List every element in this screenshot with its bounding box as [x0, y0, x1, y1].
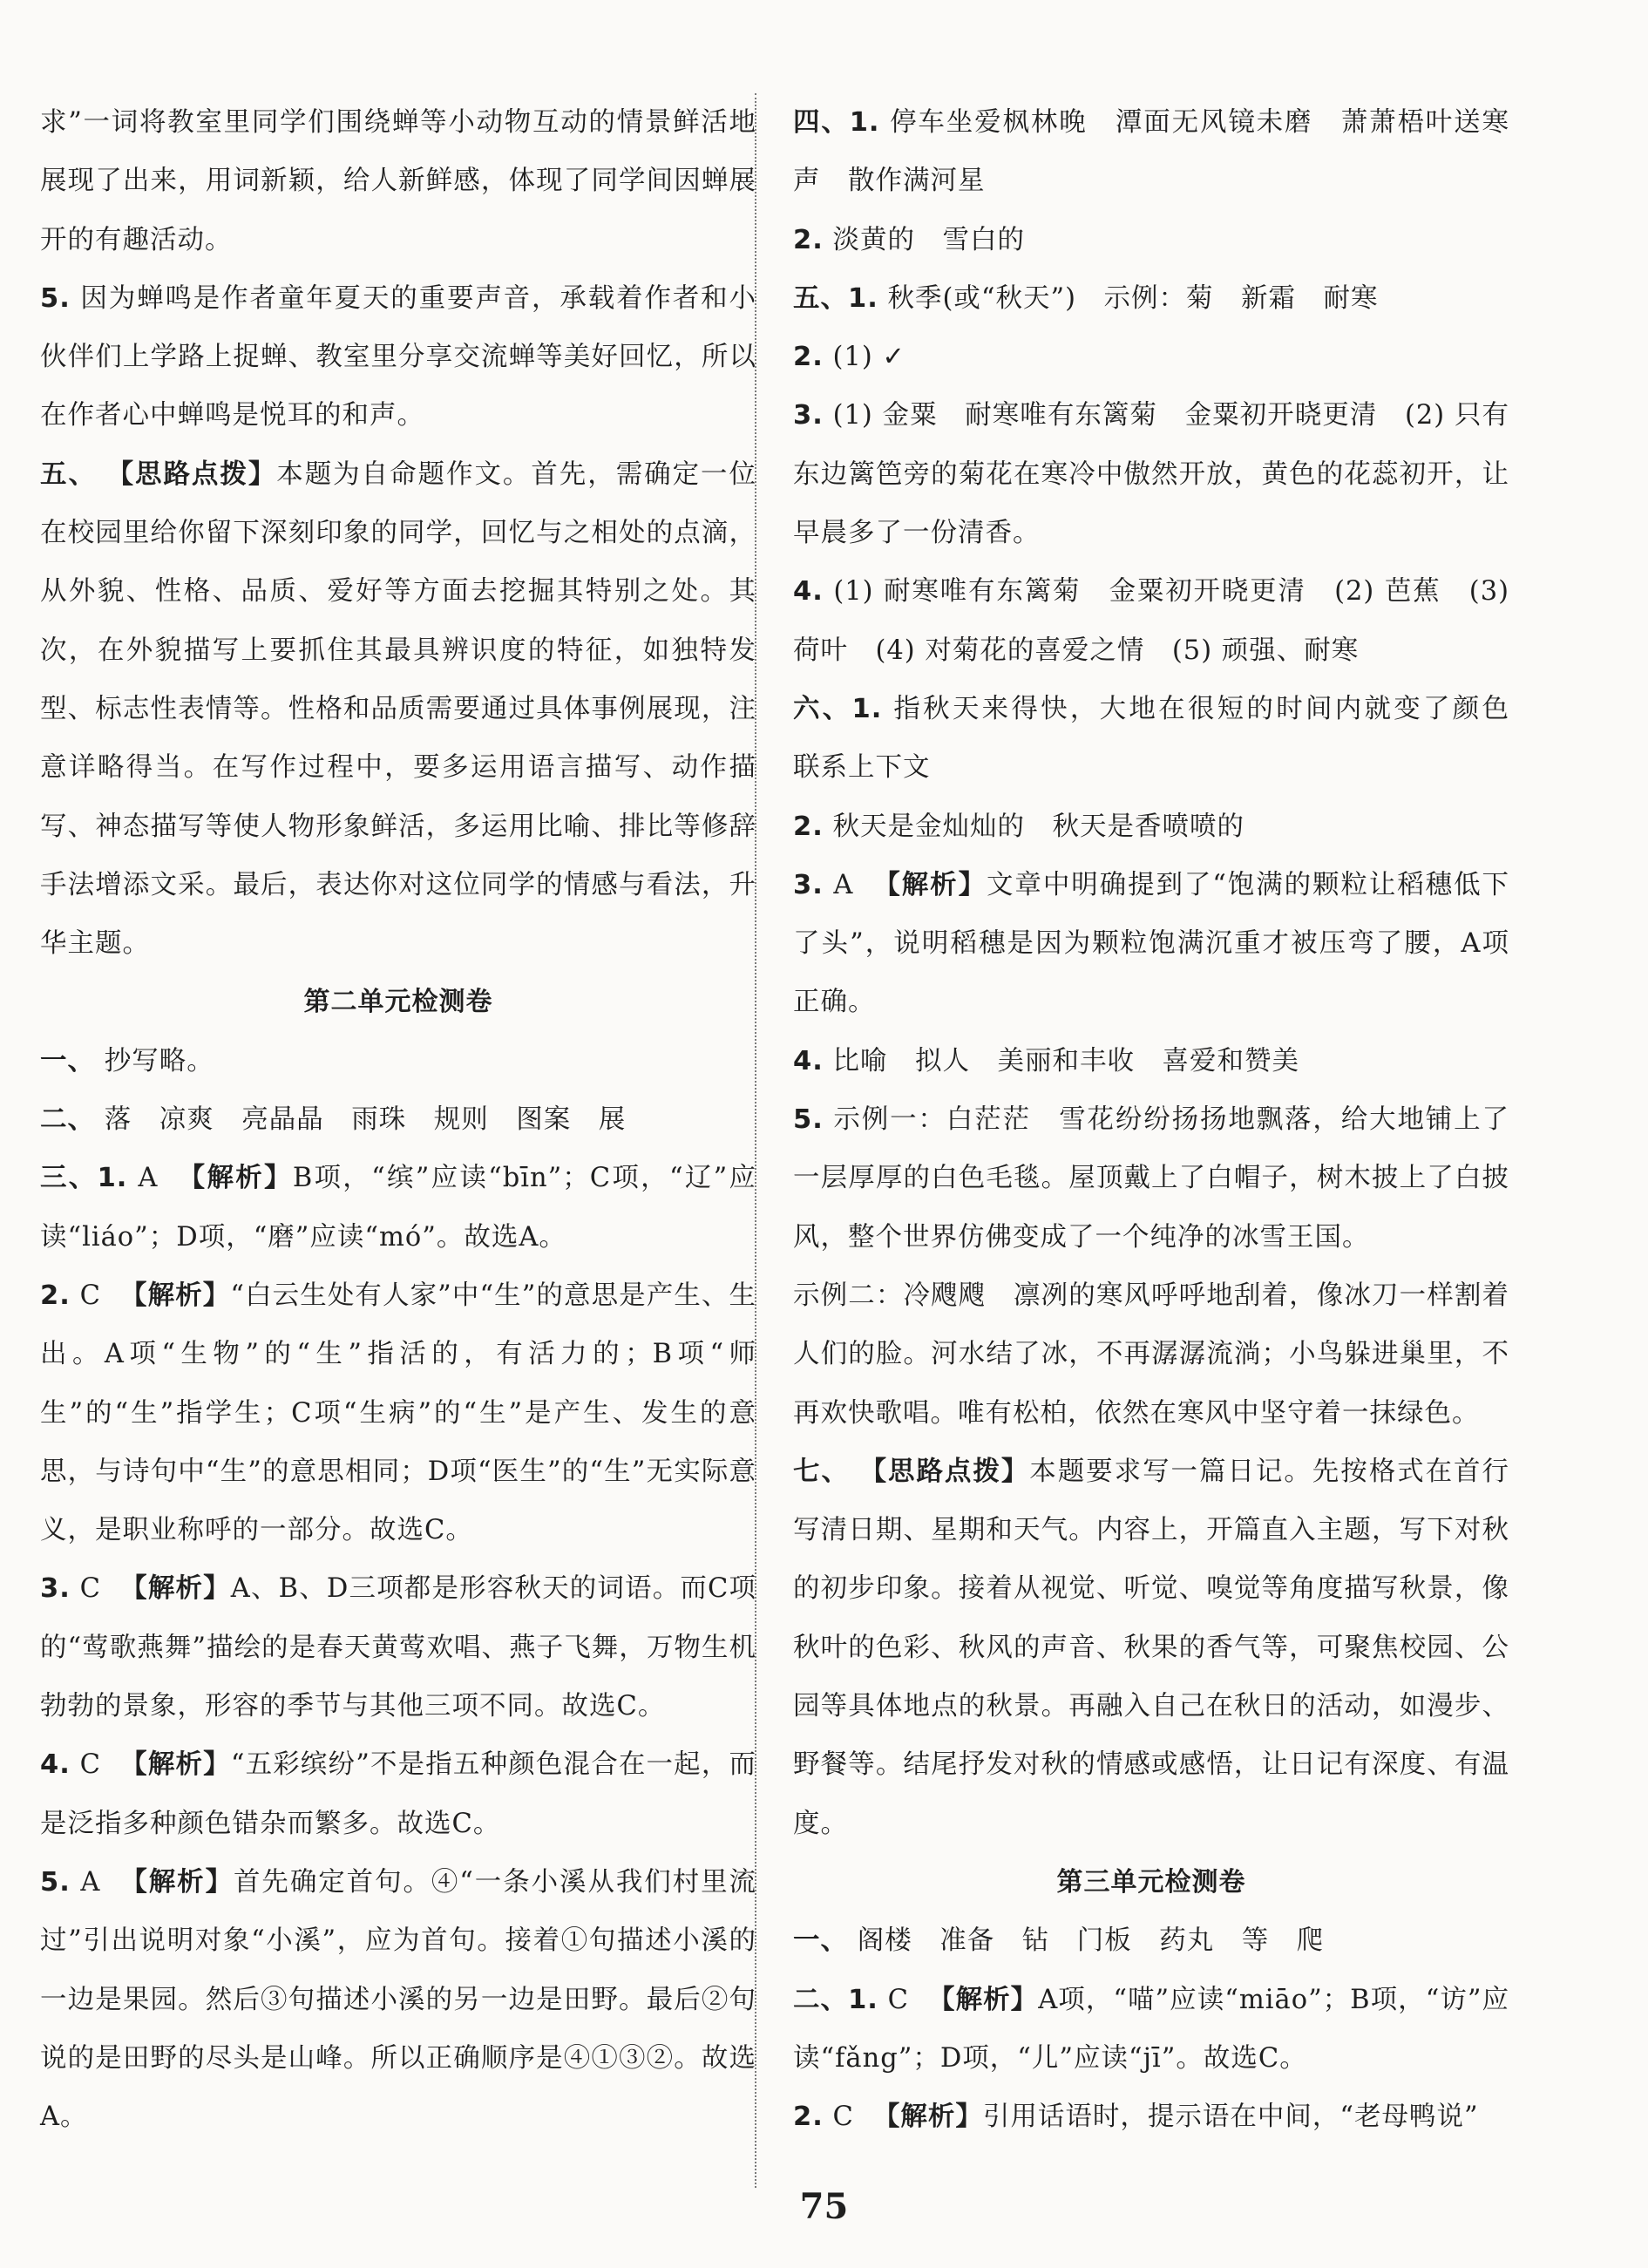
explanation-tag: 【解析】 — [119, 1866, 234, 1898]
explanation-tag: 【解析】 — [872, 2102, 983, 2133]
page-number: 75 — [799, 2186, 849, 2227]
item-number: 三、1. — [40, 1163, 128, 1194]
item-text: 秋天是金灿灿的 秋天是香喷喷的 — [832, 811, 1245, 842]
answer-item — [40, 1735, 756, 1853]
answer-choice: A — [833, 869, 854, 900]
item-number: 四、1. — [793, 107, 880, 138]
answer-item — [793, 328, 1509, 386]
answer-item — [793, 269, 1509, 328]
item-text: A项，“喵”应读“miāo”；B项，“访”应读“fǎng”；D项，“儿”应读“jī”。故选C。 — [793, 1984, 1510, 2074]
item-number: 2. — [793, 811, 824, 842]
explanation-tag: 【解析】 — [119, 1280, 231, 1311]
item-number: 3. — [793, 869, 824, 900]
item-number: 六、1. — [793, 693, 883, 724]
item-text: 落 凉爽 亮晶晶 雨珠 规则 图案 展 — [104, 1104, 627, 1136]
answer-item — [40, 1266, 756, 1559]
section-heading: 第三单元检测卷 — [1056, 1866, 1246, 1898]
item-text: 指秋天来得快，大地在很短的时间内就变了颜色 联系上下文 — [793, 693, 1537, 784]
item-number: 2. — [793, 2102, 824, 2133]
answer-item — [793, 1443, 1509, 1853]
item-text: 求”一词将教室里同学们围绕蝉等小动物互动的情景鲜活地展现了出来，用词新颖，给人新鲜感，体现了同学间因蝉展开的有趣活动。 — [40, 107, 756, 255]
item-text: 引用话语时，提示语在中间，“老母鸭说” — [982, 2102, 1479, 2133]
item-text: 抄写略。 — [104, 1045, 214, 1076]
item-number: 5. — [40, 282, 71, 314]
answer-item — [40, 1853, 756, 2146]
item-number: 二、 — [40, 1104, 95, 1136]
answer-choice: C — [887, 1984, 909, 2015]
answer-choice: C — [79, 1280, 101, 1311]
answer-item — [793, 1032, 1509, 1090]
item-text: A、B、D三项都是形容秋天的词语。而C项的“莺歌燕舞”描绘的是春天黄莺欢唱、燕子飞舞，万物生机勃勃的景象，形容的季节与其他三项不同。故选C。 — [40, 1573, 756, 1722]
explanation-tag: 【思路点拨】 — [859, 1456, 1030, 1487]
explanation-tag: 【解析】 — [177, 1163, 293, 1194]
answer-choice: C — [79, 1749, 102, 1781]
answer-item — [793, 211, 1509, 269]
item-number: 一、 — [40, 1045, 95, 1076]
item-text: 因为蝉鸣是作者童年夏天的重要声音，承载着作者和小伙伴们上学路上捉蝉、教室里分享交流蝉等美好回忆，所以在作者心中蝉鸣是悦耳的和声。 — [40, 282, 757, 431]
item-text: (1) 金粟 耐寒唯有东篱菊 金粟初开晓更清 (2) 只有东边篱笆旁的菊花在寒冷中傲然开放，黄色的花蕊初开，让早晨多了一份清香。 — [793, 400, 1509, 549]
explanation-tag: 【解析】 — [872, 869, 987, 900]
item-text: 比喻 拟人 美丽和丰收 喜爱和赞美 — [832, 1045, 1300, 1076]
item-text: “白云生处有人家”中“生”的意思是产生、生出。A项“生物”的“生”指活的，有活力的；B项“师生”的“生”指学生；C项“生病”的“生”是产生、发生的意思，与诗句中“生”的意思相同；D项“医生”的“生”无实际意义，是职业称呼的一部分。故选C。 — [40, 1280, 757, 1546]
item-number: 2. — [793, 342, 824, 373]
answer-item — [793, 856, 1509, 1032]
answer-item — [793, 1266, 1509, 1443]
item-text: 本题为自命题作文。首先，需确定一位在校园里给你留下深刻印象的同学，回忆与之相处的点滴，从外貌、性格、品质、爱好等方面去挖掘其特别之处。其次，在外貌描写上要抓住其最具辨识度的特征，如独特发型、标志性表情等。性格和品质需要通过具体事例展现，注意详略得当。在写作过程中，要多运用语言描写、动作描写、神态描写等使人物形象鲜活，多运用比喻、排比等修辞手法增添文采。最后，表达你对这位同学的情感与看法，升华主题。 — [40, 458, 757, 960]
item-text: 首先确定首句。④“一条小溪从我们村里流过”引出说明对象“小溪”，应为首句。接着①句描述小溪的一边是果园。然后③句描述小溪的另一边是田野。最后②句说的是田野的尽头是山峰。所以正确顺序是④①③②。故选A。 — [40, 1866, 757, 2133]
item-text: 淡黄的 雪白的 — [832, 224, 1026, 255]
item-text: B项，“缤”应读“bīn”；C项，“辽”应读“liáo”；D项，“磨”应读“mó”。故选A。 — [40, 1163, 756, 1253]
column-divider — [755, 93, 756, 2188]
answer-choice: C — [79, 1573, 102, 1605]
item-number: 3. — [793, 400, 824, 431]
right-column — [793, 93, 1537, 2172]
explanation-tag: 【解析】 — [120, 1749, 231, 1781]
item-number: 一、 — [793, 1925, 848, 1957]
item-text: 停车坐爱枫林晚 潭面无风镜未磨 萧萧梧叶送寒声 散作满河星 — [793, 107, 1510, 197]
item-number: 七、 — [793, 1456, 850, 1487]
section-heading: 第二单元检测卷 — [303, 987, 493, 1018]
item-text: 秋季(或“秋天”) 示例：菊 新霜 耐寒 — [887, 282, 1379, 314]
answer-choice: A — [138, 1163, 159, 1194]
answer-choice: A — [80, 1866, 101, 1898]
answer-item — [40, 1090, 756, 1149]
answer-item — [793, 93, 1509, 211]
item-number: 4. — [793, 1045, 824, 1076]
answer-item — [793, 1090, 1509, 1266]
item-number: 5. — [40, 1866, 71, 1898]
answer-item — [40, 1149, 756, 1266]
answer-item — [40, 445, 756, 974]
explanation-tag: 【解析】 — [928, 1984, 1039, 2015]
item-text: (1) 耐寒唯有东篱菊 金粟初开晓更清 (2) 芭蕉 (3) 荷叶 (4) 对菊花的喜爱之情 (5) 顽强、耐寒 — [793, 576, 1509, 666]
item-text: 本题要求写一篇日记。先按格式在首行写清日期、星期和天气。内容上，开篇直入主题，写下对秋的初步印象。接着从视觉、听觉、嗅觉等角度描写秋景，像秋叶的色彩、秋风的声音、秋果的香气等，可聚焦校园、公园等具体地点的秋景。再融入自己在秋日的活动，如漫步、野餐等。结尾抒发对秋的情感或感悟，让日记有深度、有温度。 — [793, 1456, 1510, 1839]
explanation-tag: 【思路点拨】 — [106, 458, 277, 490]
answer-choice: C — [832, 2102, 854, 2133]
answer-item — [793, 562, 1509, 680]
item-number: 4. — [793, 576, 824, 608]
item-text: “五彩缤纷”不是指五种颜色混合在一起，而是泛指多种颜色错杂而繁多。故选C。 — [40, 1749, 757, 1839]
item-number: 4. — [40, 1749, 71, 1781]
item-number: 2. — [40, 1280, 71, 1311]
item-number: 二、1. — [793, 1984, 878, 2015]
answer-item — [793, 2088, 1509, 2146]
answer-item — [40, 269, 756, 445]
answer-item — [40, 93, 756, 269]
answer-item — [793, 1912, 1509, 1970]
explanation-tag: 【解析】 — [120, 1573, 231, 1605]
answer-item — [793, 798, 1509, 856]
answer-item — [793, 680, 1537, 798]
item-text: 示例二：冷飕飕 凛冽的寒风呼呼地刮着，像冰刀一样割着人们的脸。河水结了冰，不再潺潺流淌；小鸟躲进巢里，不再欢快歌唱。唯有松柏，依然在寒风中坚守着一抹绿色。 — [793, 1280, 1509, 1429]
item-number: 3. — [40, 1573, 71, 1605]
item-number: 5. — [793, 1104, 824, 1136]
answer-item — [793, 386, 1509, 562]
item-number: 五、1. — [793, 282, 878, 314]
left-column — [40, 93, 756, 2172]
item-text: 文章中明确提到了“饱满的颗粒让稻穗低下了头”，说明稻穗是因为颗粒饱满沉重才被压弯了腰，A项正确。 — [793, 869, 1510, 1018]
item-text: (1) ✓ — [832, 342, 905, 373]
item-number: 五、 — [40, 458, 97, 490]
answer-item — [40, 1032, 756, 1090]
item-text: 示例一：白茫茫 雪花纷纷扬扬地飘落，给大地铺上了一层厚厚的白色毛毯。屋顶戴上了白帽子，树木披上了白披风，整个世界仿佛变成了一个纯净的冰雪王国。 — [793, 1104, 1510, 1253]
answer-item — [40, 1559, 756, 1735]
item-number: 2. — [793, 224, 824, 255]
answer-item — [793, 1971, 1509, 2088]
item-text: 阁楼 准备 钻 门板 药丸 等 爬 — [857, 1925, 1325, 1957]
